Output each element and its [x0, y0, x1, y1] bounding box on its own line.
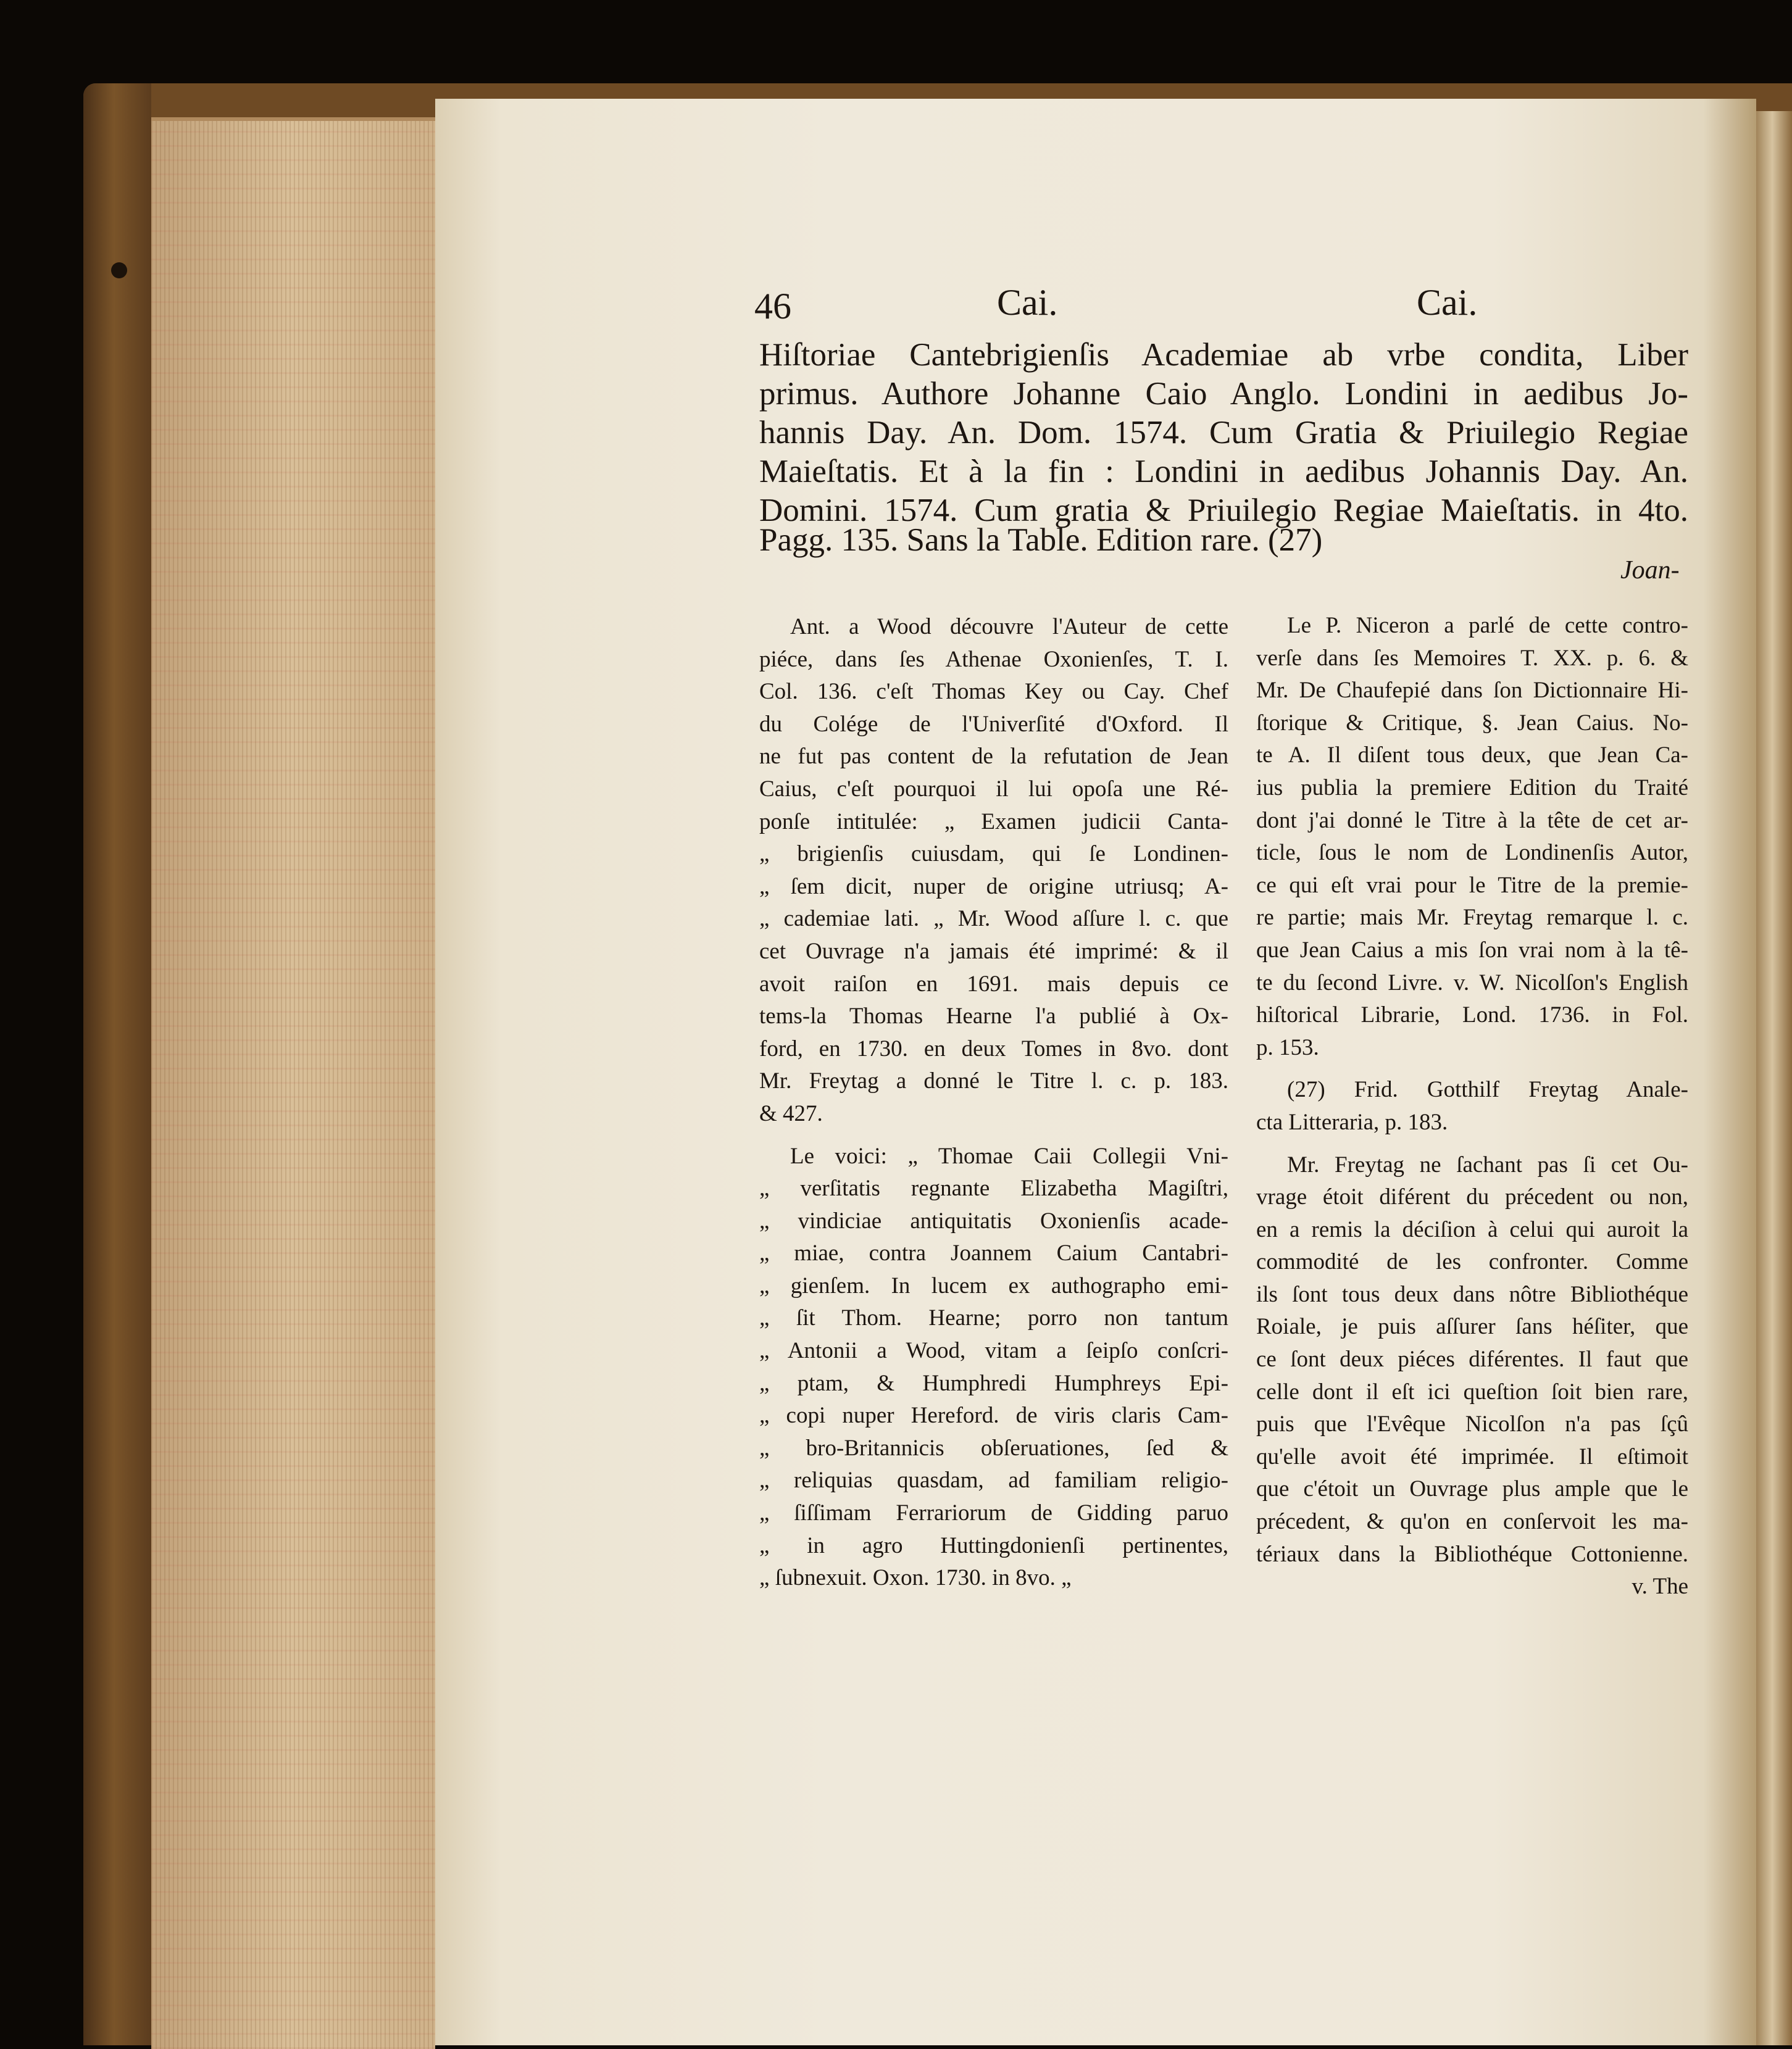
text-line: qu'elle avoit été imprimée. Il eſtimoit: [1256, 1444, 1688, 1469]
text-line: „ ſem dicit, nuper de origine utriusq; A-: [759, 873, 1228, 899]
text-line: Caius, c'eſt pourquoi il lui opoſa une Ré-: [759, 776, 1228, 802]
text-line: „ in agro Huttingdonienſi pertinentes,: [759, 1532, 1228, 1558]
text-line: Ant. a Wood découvre l'Auteur de cette: [790, 614, 1228, 639]
text-line: „ vindiciae antiquitatis Oxonienſis acade-: [759, 1208, 1228, 1234]
text-line: Mr. De Chaufepié dans ſon Dictionnaire Hi-: [1256, 678, 1688, 704]
text-line: tériaux dans la Bibliothéque Cottonienne.: [1256, 1541, 1688, 1567]
text-line: te A. Il diſent tous deux, que Jean Ca-: [1256, 742, 1688, 768]
text-line: ford, en 1730. en deux Tomes in 8vo. dont: [759, 1036, 1228, 1062]
text-line: avoit raiſon en 1691. mais depuis ce: [759, 971, 1228, 997]
text-line: du Colége de l'Univerſité d'Oxford. Il: [759, 711, 1228, 737]
text-line: te du ſecond Livre. v. W. Nicolſon's English: [1256, 970, 1688, 995]
right-column: [1256, 610, 1688, 1603]
title-line: Pagg. 135. Sans la Table. Edition rare. (27): [759, 522, 1323, 558]
text-line: tems-la Thomas Hearne l'a publié à Ox-: [759, 1004, 1228, 1029]
text-line: commodité de les confronter. Comme: [1256, 1249, 1688, 1275]
text-line: ce ſont deux piéces diférentes. Il faut que: [1256, 1347, 1688, 1373]
text-line: & 427.: [759, 1100, 823, 1126]
title-line: Maieſtatis. Et à la fin : Londini in aedibus Johannis Day. An.: [759, 454, 1688, 489]
text-line: cet Ouvrage n'a jamais été imprimé: & il: [759, 938, 1228, 964]
text-line: „ bro-Britannicis obſeruationes, ſed &: [759, 1435, 1228, 1461]
text-line: ne fut pas content de la refutation de Jean: [759, 744, 1228, 770]
text-line: ils ſont tous deux dans nôtre Bibliothéque: [1256, 1281, 1688, 1307]
text-line: Le voici: „ Thomae Caii Collegii Vni-: [790, 1143, 1228, 1169]
text-line: Roiale, je puis aſſurer ſans héſiter, que: [1256, 1314, 1688, 1340]
text-line: que Jean Caius a mis ſon vrai nom à la tê-: [1256, 937, 1688, 963]
text-line: Col. 136. c'eſt Thomas Key ou Cay. Chef: [759, 679, 1228, 705]
text-line: Mr. Freytag ne ſachant pas ſi cet Ou-: [1287, 1152, 1688, 1178]
text-line: „ Antonii a Wood, vitam a ſeipſo conſcri-: [759, 1338, 1228, 1364]
text-line: ticle, ſous le nom de Londinenſis Autor,: [1256, 840, 1688, 866]
text-line: verſe dans ſes Memoires T. XX. p. 6. &: [1256, 645, 1688, 671]
book-cover-edge: [83, 83, 151, 2045]
title-line: primus. Authore Johanne Caio Anglo. Londini in aedibus Jo-: [759, 376, 1688, 412]
text-line: „ copi nuper Hereford. de viris claris Cam-: [759, 1403, 1228, 1429]
text-line: „ verſitatis regnante Elizabetha Magiſtri,: [759, 1176, 1228, 1202]
text-line: „ ſubnexuit. Oxon. 1730. in 8vo. „: [759, 1565, 1072, 1591]
text-line: „ gienſem. In lucem ex authographo emi-: [759, 1273, 1228, 1299]
running-head-right: Cai.: [1417, 282, 1478, 323]
page-number: 46: [754, 286, 791, 326]
text-line: Le P. Niceron a parlé de cette contro-: [1287, 613, 1688, 638]
text-line: Mr. Freytag a donné le Titre l. c. p. 183.: [759, 1068, 1228, 1094]
text-line: vrage étoit diférent du précedent ou non,: [1256, 1184, 1688, 1210]
footnote-line: cta Litteraria, p. 183.: [1256, 1109, 1448, 1135]
text-line: puis que l'Evêque Nicolſon n'a pas ſçû: [1256, 1411, 1688, 1437]
catchword-right: v. The: [1632, 1574, 1688, 1600]
left-column: [759, 611, 1228, 1595]
text-line: en a remis la déciſion à celui qui auroit la: [1256, 1216, 1688, 1242]
text-line: „ reliquias quasdam, ad familiam religio-: [759, 1468, 1228, 1494]
title-line: hannis Day. An. Dom. 1574. Cum Gratia & Priuilegio Regiae: [759, 415, 1688, 451]
text-line: „ brigienſis cuiusdam, qui ſe Londinen-: [759, 841, 1228, 867]
text-line: „ ſiſſimam Ferrariorum de Gidding paruo: [759, 1500, 1228, 1526]
running-head-left: Cai.: [997, 282, 1058, 323]
text-line: dont j'ai donné le Titre à la tête de cet ar-: [1256, 807, 1688, 833]
text-line: „ ptam, & Humphredi Humphreys Epi-: [759, 1370, 1228, 1396]
text-line: „ cademiae lati. „ Mr. Wood aſſure l. c. que: [759, 906, 1228, 932]
text-line: hiſtorical Librarie, Lond. 1736. in Fol.: [1256, 1002, 1688, 1028]
title-line: Domini. 1574. Cum gratia & Priuilegio Regiae Maieſtatis. in 4to.: [759, 493, 1688, 528]
footnote-line: (27) Frid. Gotthilf Freytag Anale-: [1287, 1077, 1688, 1103]
text-line: ce qui eſt vrai pour le Titre de la premie-: [1256, 872, 1688, 898]
text-line: „ miae, contra Joannem Caium Cantabri-: [759, 1241, 1228, 1266]
text-line: p. 153.: [1256, 1034, 1319, 1060]
text-line: „ ſit Thom. Hearne; porro non tantum: [759, 1305, 1228, 1331]
text-line: piéce, dans ſes Athenae Oxonienſes, T. I.: [759, 646, 1228, 672]
text-line: re partie; mais Mr. Freytag remarque l. c.: [1256, 905, 1688, 931]
page-block-edges: [151, 117, 435, 2049]
facing-page-edge: [1756, 111, 1792, 2045]
text-line: précedent, & qu'on en conſervoit les ma-: [1256, 1509, 1688, 1535]
text-line: que c'étoit un Ouvrage plus ample que le: [1256, 1476, 1688, 1502]
text-line: ſtorique & Critique, §. Jean Caius. No-: [1256, 710, 1688, 736]
title-line: Hiſtoriae Cantebrigienſis Academiae ab vrbe condita, Liber: [759, 337, 1688, 373]
binding-nail-hole: [111, 262, 127, 278]
text-line: ponſe intitulée: „ Examen judicii Canta-: [759, 808, 1228, 834]
text-line: ius publia la premiere Edition du Traité: [1256, 775, 1688, 800]
catchword-title: Joan-: [1620, 556, 1680, 584]
text-line: celle dont il eſt ici queſtion ſoit bien rare,: [1256, 1379, 1688, 1405]
